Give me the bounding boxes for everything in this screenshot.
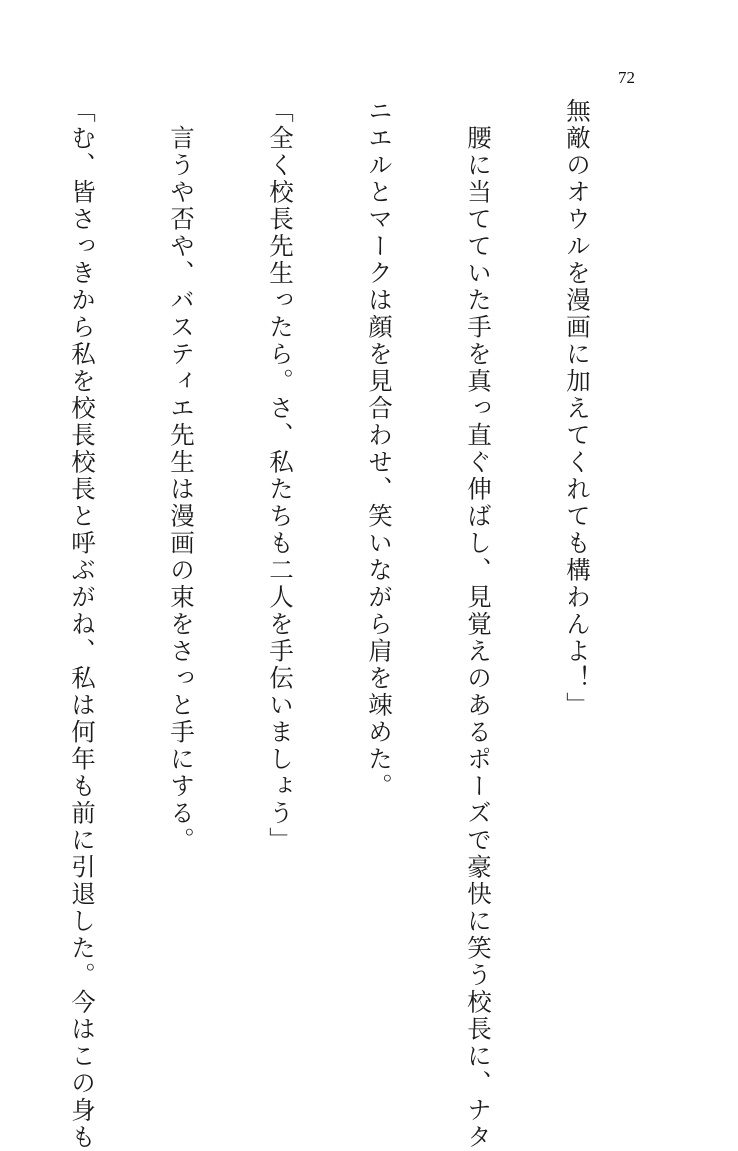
text-line: ニエルとマークは顔を見合わせ、笑いながら肩を竦めた。 — [365, 98, 394, 800]
text-line: 「全く校長先生ったら。さ、私たちも二人を手伝いましょう」 — [266, 98, 295, 854]
text-line: 言うや否や、バスティエ先生は漫画の束をさっと手にする。 — [167, 98, 196, 854]
text-line: 無敵のオウルを漫画に加えてくれても構わんよ！」 — [563, 98, 592, 719]
page-number: 72 — [618, 68, 635, 87]
vertical-text-body — [0, 98, 660, 1151]
text-line: 「む、皆さっきから私を校長校長と呼ぶがね、私は何年も前に引退した。今はこの身も — [68, 98, 97, 1151]
text-line: 腰に当てていた手を真っ直ぐ伸ばし、見覚えのあるポーズで豪快に笑う校長に、ナタ — [464, 98, 493, 1151]
